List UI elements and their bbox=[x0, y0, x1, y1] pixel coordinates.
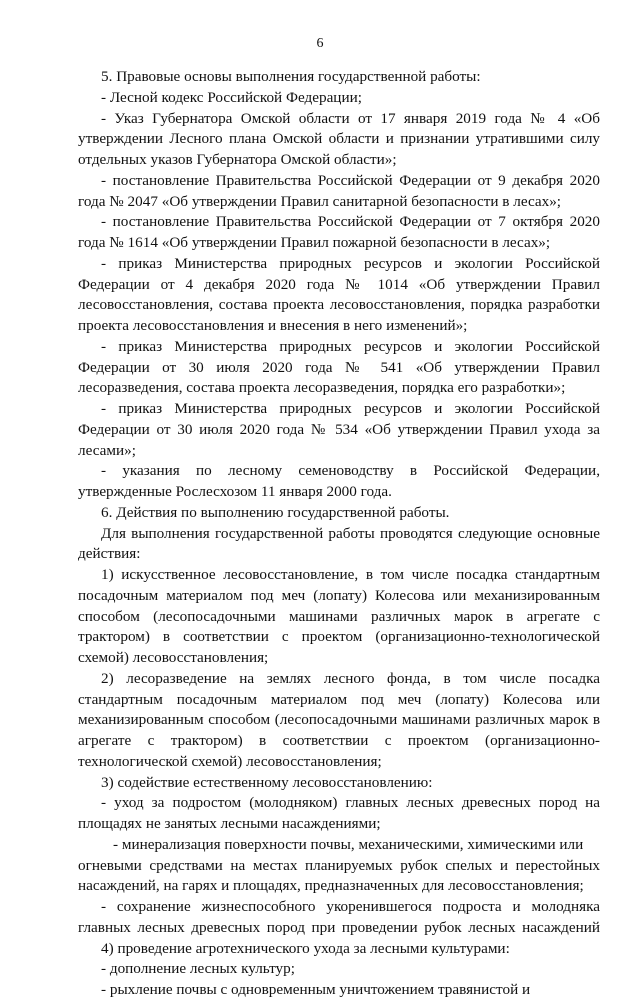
text-line: лесовосстановления, состава проекта лесовосстановления, порядка разработки bbox=[78, 296, 600, 314]
text-line: 3) содействие естественному лесовосстановлению: bbox=[101, 773, 433, 791]
text-line: - постановление Правительства Российской Федерации от 9 декабря 2020 bbox=[101, 171, 600, 189]
text-line: отдельных указов Губернатора Омской области»; bbox=[78, 151, 397, 168]
document-body bbox=[78, 67, 600, 1001]
text-line: площадях не занятых лесными насаждениями; bbox=[78, 815, 381, 832]
text-line: Федерации от 30 июля 2020 года № 541 «Об утверждении Правил bbox=[78, 358, 600, 376]
page-number: 6 bbox=[316, 36, 324, 51]
text-line: года № 1614 «Об утверждении Правил пожарной безопасности в лесах»; bbox=[78, 234, 551, 251]
text-line: механизированным способом (лесопосадочными машинами различных марок в bbox=[78, 711, 600, 729]
text-line: - Указ Губернатора Омской области от 17 января 2019 года № 4 «Об bbox=[101, 109, 600, 127]
text-line: - приказ Министерства природных ресурсов и экологии Российской bbox=[101, 337, 600, 355]
text-line: утверждении Лесного плана Омской области и признании утратившими силу bbox=[78, 130, 600, 148]
text-line: посадочным материалом под меч (лопату) Колесова или механизированным bbox=[78, 586, 600, 604]
text-line: года № 2047 «Об утверждении Правил санитарной безопасности в лесах»; bbox=[78, 192, 562, 210]
text-line: агрегате с трактором) в соответствии с проектом (организационно- bbox=[78, 732, 600, 749]
text-line: лесами»; bbox=[78, 441, 136, 459]
text-line: огневыми средствами на местах планируемых рубок спелых и перестойных bbox=[78, 856, 600, 874]
text-line: действия: bbox=[78, 545, 141, 563]
text-line: 6. Действия по выполнению государственной работы. bbox=[101, 503, 450, 521]
text-line: - указания по лесному семеноводству в Российской Федерации, bbox=[101, 462, 600, 480]
text-line: - минерализация поверхности почвы, механическими, химическими или bbox=[113, 835, 584, 853]
text-line: Для выполнения государственной работы проводятся следующие основные bbox=[101, 524, 600, 542]
text-line: - постановление Правительства Российской Федерации от 7 октября 2020 bbox=[101, 213, 600, 231]
text-line: - сохранение жизнеспособного укоренившегося подроста и молодняка bbox=[101, 898, 600, 915]
text-line: 4) проведение агротехнического ухода за лесными культурами: bbox=[101, 939, 510, 957]
text-line: насаждений, на гарях и площадях, предназначенных для лесовосстановления; bbox=[78, 877, 584, 895]
text-line: технологической схемой) лесовосстановления; bbox=[78, 752, 382, 770]
text-line: схемой) лесовосстановления; bbox=[78, 649, 269, 666]
text-line: 5. Правовые основы выполнения государственной работы: bbox=[101, 68, 481, 85]
text-line: - уход за подростом (молодняком) главных лесных древесных пород на bbox=[101, 794, 600, 812]
text-line: Федерации от 30 июля 2020 года № 534 «Об утверждении Правил ухода за bbox=[78, 420, 600, 438]
text-line: - Лесной кодекс Российской Федерации; bbox=[101, 88, 362, 106]
text-line: проекта лесовосстановления и внесения в него изменений»; bbox=[78, 317, 468, 334]
text-line: 2) лесоразведение на землях лесного фонда, в том числе посадка bbox=[101, 669, 600, 687]
text-line: главных лесных древесных пород при проведении рубок лесных насаждений bbox=[78, 918, 600, 936]
text-line: - дополнение лесных культур; bbox=[101, 960, 295, 978]
text-line: трактором) в соответствии с проектом (организационно-технологической bbox=[78, 628, 600, 646]
text-line: - приказ Министерства природных ресурсов и экологии Российской bbox=[101, 254, 600, 272]
text-line: лесоразведения, состава проекта лесоразведения, порядка его разработки»; bbox=[78, 379, 566, 397]
text-line: Федерации от 4 декабря 2020 года № 1014 «Об утверждении Правил bbox=[78, 275, 600, 293]
text-line: 1) искусственное лесовосстановление, в том числе посадка стандартным bbox=[101, 566, 600, 583]
text-line: - приказ Министерства природных ресурсов и экологии Российской bbox=[101, 400, 600, 417]
text-line: - рыхление почвы с одновременным уничтожением травянистой и bbox=[101, 981, 531, 998]
text-line: утвержденные Рослесхозом 11 января 2000 года. bbox=[78, 483, 392, 500]
text-line: способом (лесопосадочными машинами различных марок в агрегате с bbox=[78, 607, 600, 625]
text-line: стандартным посадочным материалом под меч (лопату) Колесова или bbox=[78, 690, 600, 708]
